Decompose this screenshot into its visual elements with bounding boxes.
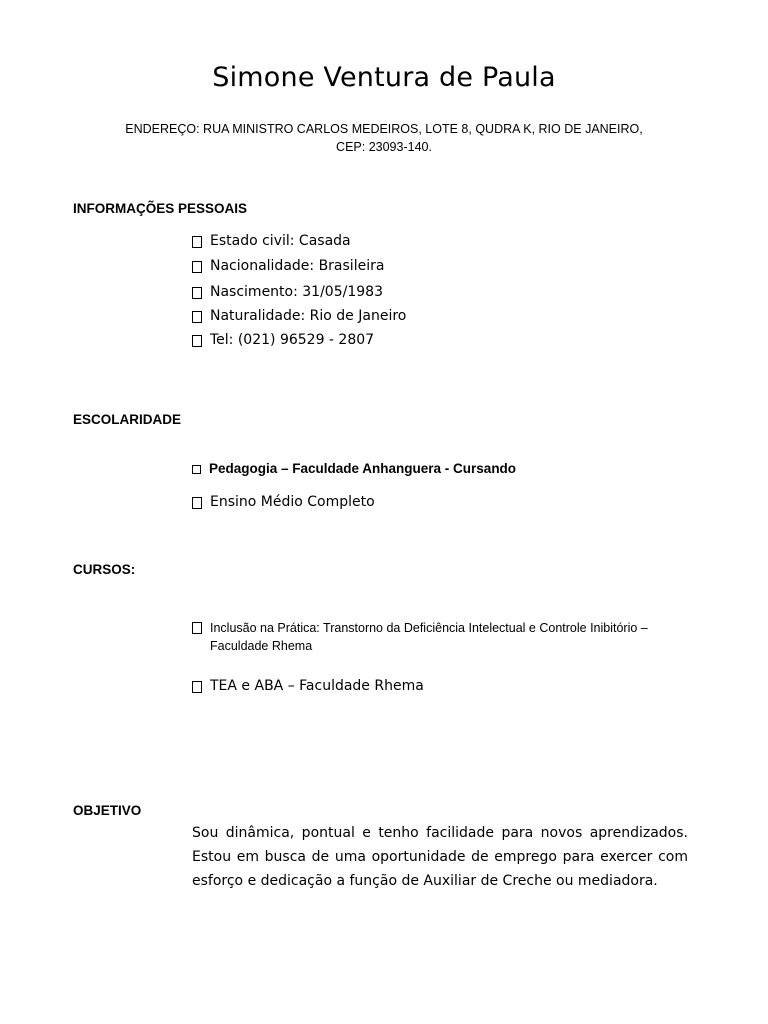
item-text: Nacionalidade: Brasileira [210, 258, 385, 274]
item-text: Inclusão na Prática: Transtorno da Deficiência Intelectual e Controle Inibitório – Faculdade Rhema [210, 621, 648, 653]
section-title-objective: OBJETIVO [73, 803, 142, 818]
bullet-icon [192, 335, 202, 347]
address-line-2: CEP: 23093-140. [336, 140, 432, 154]
list-item [192, 678, 424, 694]
item-text: Pedagogia – Faculdade Anhanguera - Cursando [209, 461, 517, 476]
bullet-icon [192, 311, 202, 323]
item-text: Nascimento: 31/05/1983 [210, 284, 383, 300]
list-item [192, 258, 384, 274]
item-text: Naturalidade: Rio de Janeiro [210, 308, 407, 324]
bullet-icon [192, 681, 202, 693]
bullet-icon [192, 465, 201, 474]
list-item [192, 332, 374, 348]
address-line-1: ENDEREÇO: RUA MINISTRO CARLOS MEDEIROS, LOTE 8, QUDRA K, RIO DE JANEIRO, [125, 122, 643, 136]
list-item [192, 494, 375, 510]
list-item [192, 284, 383, 300]
section-title-personal: INFORMAÇÕES PESSOAIS [73, 201, 248, 216]
list-item [192, 233, 351, 249]
item-text: Ensino Médio Completo [210, 494, 375, 510]
bullet-icon [192, 287, 202, 299]
bullet-icon [192, 497, 202, 509]
objective-text: Sou dinâmica, pontual e tenho facilidade para novos aprendizados. Estou em busca de uma oportunidade de emprego para exercer com esforço e dedicação a função de Auxiliar de Creche ou mediadora. [192, 825, 688, 889]
list-item [192, 308, 406, 324]
list-item [192, 461, 516, 476]
section-title-courses: CURSOS: [73, 562, 136, 577]
item-text: Tel: (021) 96529 - 2807 [210, 332, 375, 348]
address-block [84, 120, 684, 156]
bullet-icon [192, 236, 202, 248]
item-text: TEA e ABA – Faculdade Rhema [210, 678, 424, 694]
list-item [192, 619, 700, 655]
bullet-icon [192, 622, 202, 634]
section-title-education: ESCOLARIDADE [73, 412, 182, 427]
bullet-icon [192, 261, 202, 273]
item-text: Estado civil: Casada [210, 233, 351, 249]
candidate-name: Simone Ventura de Paula [212, 62, 556, 93]
